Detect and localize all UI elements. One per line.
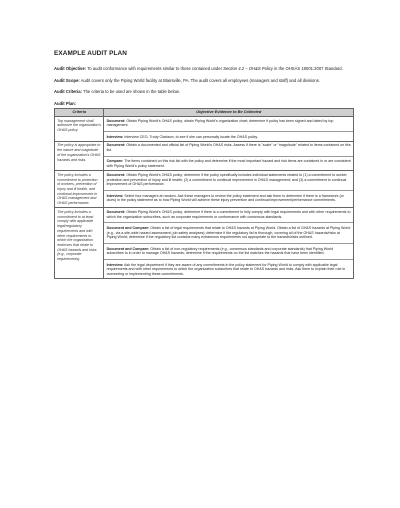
table-row <box>55 117 354 142</box>
evidence-item <box>107 210 351 219</box>
evidence-item-text: Obtain Piping World's OH&S policy; determine if the policy specifically includes individual statements related to (1) a commitment to worker protection and prevention of injury and ill health; (2) a commitment to continual improvement in OH&S management; and (3) a commitment to continual improvement of OH&S performance. <box>106 172 347 187</box>
criteria-cell: The policy includes a commitment to at least comply with applicable legal/regulatory requirements and with other requirements to which the organization endorses that relate to OH&S hazards and risks (e.g., corporate requirements). <box>55 208 104 279</box>
evidence-item-heading: Interview: <box>106 262 124 267</box>
audit-criteria-text: The criteria to be used are shown in the table below. <box>81 89 180 95</box>
audit-plan-content <box>54 50 354 279</box>
evidence-item-heading: Interview: <box>106 193 124 198</box>
audit-scope-text: Audit covers only the Piping World facility at Blairsville, PA. The audit covers all employees (managers and staff) and all divisions. <box>79 77 320 83</box>
evidence-item-text: Interview CEO, Trudy Clarkson, to see if she can personally locate the OH&S policy. <box>123 134 258 139</box>
evidence-item-text: Obtain Piping World's OH&S policy; obtain Piping World's organization chart; determine if policy has been signed and dated by top management. <box>106 118 334 128</box>
audit-plan-table <box>54 108 354 279</box>
evidence-item <box>107 194 351 203</box>
cell-divider <box>104 131 353 132</box>
evidence-item-text: Obtain a documented and official list of Piping World's OH&S risks. Assess if there is "scale" or "magnitude" related to items contained on this list. <box>106 143 351 153</box>
evidence-item-heading: Document and Compare: <box>106 246 150 251</box>
evidence-item-heading: Interview: <box>106 134 124 139</box>
audit-plan-label: Audit Plan: <box>54 100 77 106</box>
evidence-item-text: The items contained on this risk list with the policy and determine if the most important hazard and risk items are contained in or are consistent with Piping World's policy statement. <box>106 159 351 169</box>
audit-objective-text-end: in the OHSAS 18001:2007 Standard. <box>272 66 343 71</box>
evidence-cell <box>104 117 354 142</box>
evidence-item-text: Obtain a list of non-regulatory requirements (e.g., consensus standards and corporate standards) that Piping World subscribes to in order to manage OH&S hazards; determine if the requirements on the list matches the hazards that have been identified. <box>106 246 334 256</box>
table-header-row <box>55 109 354 117</box>
evidence-item <box>107 119 351 128</box>
cell-divider <box>104 243 353 244</box>
evidence-item <box>107 263 351 277</box>
document-title: EXAMPLE AUDIT PLAN <box>54 50 127 57</box>
evidence-item <box>107 226 351 240</box>
cell-divider <box>104 156 353 157</box>
table-row <box>55 141 354 171</box>
evidence-item-heading: Document: <box>106 172 126 177</box>
evidence-item-heading: Document: <box>106 118 126 123</box>
evidence-item <box>107 135 351 140</box>
audit-scope-label: Audit Scope: <box>54 77 80 83</box>
criteria-column-header: Criteria <box>55 109 104 117</box>
evidence-item-heading: Document: <box>106 143 126 148</box>
criteria-cell: The policy is appropriate to the nature and magnitude of the organization's OH&S hazards and risks. <box>55 141 104 171</box>
evidence-item-text: Select four managers at random. Ask these managers to review the policy statement and ask them to determine if there is a framework (or clues) in the policy statement as to how Piping World will achieve these injury prevention and continual improvement/performance commitments. <box>106 193 344 203</box>
audit-criteria-label: Audit Criteria: <box>54 89 82 95</box>
audit-objective-label: Audit Objective: <box>54 66 87 71</box>
evidence-item-heading: Document and Compare: <box>106 225 150 230</box>
audit-objective-reference: Section 4.2 – OH&S Policy <box>223 66 273 71</box>
cell-divider <box>104 190 353 191</box>
table-row <box>55 208 354 279</box>
evidence-item-heading: Document: <box>106 210 126 215</box>
cell-divider <box>104 222 353 223</box>
evidence-column-header: Objective Evidence to Be Collected <box>104 109 354 117</box>
evidence-item-heading: Compare: <box>106 159 124 164</box>
evidence-cell <box>104 171 354 208</box>
evidence-cell <box>104 208 354 279</box>
audit-objective-text: To audit conformance with requirements similar to those contained under <box>86 66 224 71</box>
table-row <box>55 171 354 208</box>
evidence-item-text: Obtain Piping World's OH&S policy; determine if there is a commitment to fully comply with legal requirements and with other requirements to which the organization subscribes, such as corporate requirements or conformance with consensus standards. <box>106 210 351 219</box>
evidence-item <box>107 247 351 256</box>
criteria-cell: Top management shall authorize the organization's OH&S policy. <box>55 117 104 142</box>
audit-criteria <box>54 89 354 95</box>
cell-divider <box>104 259 353 260</box>
evidence-item-text: Obtain a list of legal requirements that relate to OH&S hazards at Piping World. Obtain a list of OH&S hazards at Piping World (e.g., via a site-wide hazard assessment; job safety analyses); determine if the regulatory list is thorough, covering all of the OH&S hazards/risks at Piping World; determine if the regulatory list contains many extraneous requirements not appropriate to the hazards/risks outlined. <box>106 225 351 240</box>
evidence-item <box>107 173 351 187</box>
audit-objective <box>54 66 354 72</box>
evidence-item <box>107 159 351 168</box>
evidence-item-text: Ask the legal department if they are aware of any commitments in the policy statement for Piping World to comply with applicable legal requirements and with other requirements to which the organization subscribes that relate to OH&S hazards and risks. Ask them to explain their role in overseeing or implementing these commitments. <box>106 262 346 276</box>
evidence-cell <box>104 141 354 171</box>
audit-scope <box>54 78 354 84</box>
criteria-cell: The policy includes a commitment to protection of workers, prevention of injury and ill health, and continual improvement in OH&S management and OH&S performance. <box>55 171 104 208</box>
evidence-item <box>107 143 351 152</box>
